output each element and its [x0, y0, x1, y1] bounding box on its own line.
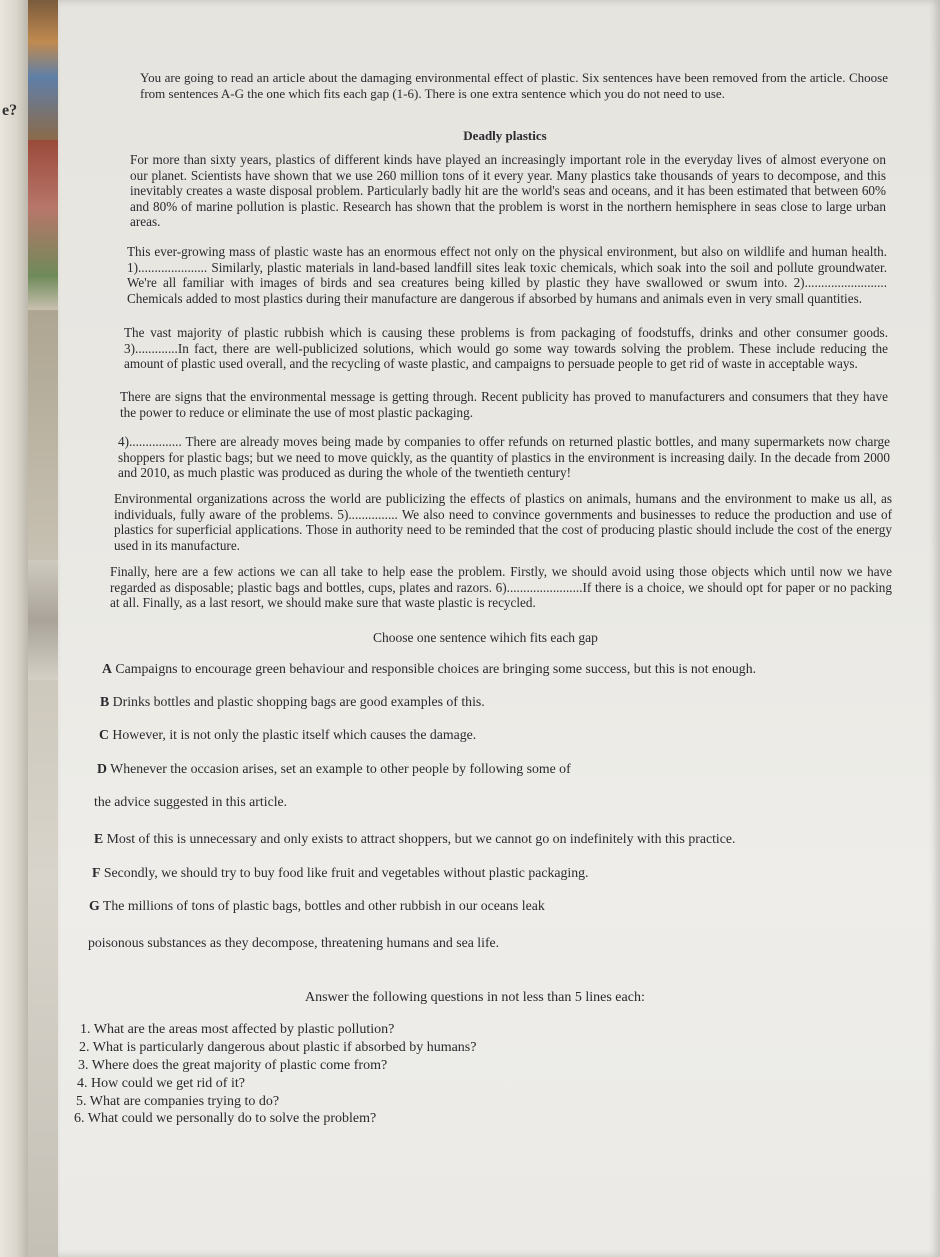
option-letter: F	[92, 865, 101, 880]
option-f	[92, 865, 588, 881]
option-letter: D	[97, 761, 107, 776]
option-g-continued	[88, 935, 499, 951]
answer-heading: Answer the following questions in not less than 5 lines each:	[305, 990, 645, 1005]
option-text: Whenever the occasion arises, set an example to other people by following some of	[106, 761, 571, 776]
question-6: 6. What could we personally do to solve the problem?	[74, 1111, 377, 1126]
option-text: The millions of tons of plastic bags, bottles and other rubbish in our oceans leak	[99, 898, 545, 913]
option-d-continued	[94, 794, 287, 810]
option-text: Most of this is unnecessary and only exists to attract shoppers, but we cannot go on indefinitely with this practice.	[103, 831, 736, 846]
option-letter: C	[99, 727, 109, 742]
question-2: 2. What is particularly dangerous about plastic if absorbed by humans?	[79, 1040, 477, 1055]
article-paragraph-3: The vast majority of plastic rubbish which is causing these problems is from packaging of foodstuffs, drinks and other consumer goods. 3).............In fact, there are well-publicized solutions, which would go some way towards solving the problem. These include reducing the amount of plastic used overall, and the recycling of waste plastic, and campaigns to persuade people to get rid of waste in acceptable ways.	[124, 325, 888, 372]
article-paragraph-5: 4)................ There are already moves being made by companies to offer refunds on returned plastic bottles, and many supermarkets now charge shoppers for plastic bags; but we need to move quickly, as the quantity of plastics in the environment is increasing daily. In the decade from 2000 and 2010, as much plastic was produced as during the whole of the twentieth century!	[118, 434, 890, 481]
option-text: the advice suggested in this article.	[94, 794, 288, 809]
option-c	[99, 727, 476, 743]
option-text: However, it is not only the plastic itself which causes the damage.	[108, 727, 477, 742]
option-a	[102, 661, 756, 677]
article-paragraph-4: There are signs that the environmental message is getting through. Recent publicity has proved to manufacturers and consumers that they have the power to reduce or eliminate the use of most plastic packaging.	[120, 389, 888, 420]
margin-mark: e?	[2, 102, 18, 119]
question-5: 5. What are companies trying to do?	[76, 1094, 280, 1109]
option-letter: G	[89, 898, 100, 913]
article-paragraph-1: For more than sixty years, plastics of different kinds have played an increasingly important role in the everyday lives of almost everyone on our planet. Scientists have shown that we use 260 million tons of it every year. Many plastics take thousands of years to decompose, and this inevitably creates a waste disposal problem. Particularly badly hit are the world's seas and oceans, and it has been estimated that between 60% and 80% of marine pollution is plastic. Research has shown that the problem is worst in the northern hemisphere in seas close to large urban areas.	[130, 152, 886, 230]
option-text: Drinks bottles and plastic shopping bags are good examples of this.	[109, 694, 485, 709]
article-paragraph-2: This ever-growing mass of plastic waste has an enormous effect not only on the physical environment, but also on wildlife and human health. 1)..................... Similarly, plastic materials in land-based landfill sites leak toxic chemicals, which soak into the soil and pollute groundwater. We're all familiar with images of birds and sea creatures being killed by plastic they have swallowed or swum into. 2)......................... Chemicals added to most plastics during their manufacture are dangerous if absorbed by humans and animals even in very small quantities.	[127, 244, 887, 306]
choose-heading: Choose one sentence wihich fits each gap	[373, 630, 598, 645]
option-b	[100, 694, 485, 710]
article-title: Deadly plastics	[463, 128, 547, 143]
option-e	[94, 831, 735, 847]
option-text: poisonous substances as they decompose, threatening humans and sea life.	[88, 935, 500, 950]
option-letter: B	[100, 694, 110, 709]
article-paragraph-7: Finally, here are a few actions we can all take to help ease the problem. Firstly, we should avoid using those objects which until now we have regarded as disposable; plastic bags and bottles, cups, plates and razors. 6).......................If there is a choice, we should opt for paper or no packing at all. Finally, as a last resort, we should make sure that waste plastic is recycled.	[110, 564, 892, 611]
option-g	[89, 898, 545, 914]
question-3: 3. Where does the great majority of plastic come from?	[78, 1058, 388, 1073]
option-letter: E	[94, 831, 104, 846]
option-text: Campaigns to encourage green behaviour and responsible choices are bringing some success, but this is not enough.	[111, 661, 757, 676]
option-d	[97, 761, 571, 777]
instructions: You are going to read an article about the damaging environmental effect of plastic. Six sentences have been removed from the article. Choose from sentences A-G the one which fits each gap (1-6). There is one extra sentence which you do not need to use.	[140, 70, 888, 101]
question-1: 1. What are the areas most affected by plastic pollution?	[80, 1022, 395, 1037]
book-page-edge	[0, 0, 28, 1257]
option-text: Secondly, we should try to buy food like fruit and vegetables without plastic packaging.	[100, 865, 589, 880]
question-4: 4. How could we get rid of it?	[77, 1076, 245, 1091]
article-paragraph-6: Environmental organizations across the world are publicizing the effects of plastics on animals, humans and the environment to make us all, as individuals, fully aware of the problems. 5)............... We also need to convince governments and businesses to reduce the production and use of plastics for superficial applications. Those in authority need to be reminded that the cost of producing plastic should include the cost of the energy used in its manufacture.	[114, 491, 892, 553]
option-letter: A	[102, 661, 112, 676]
